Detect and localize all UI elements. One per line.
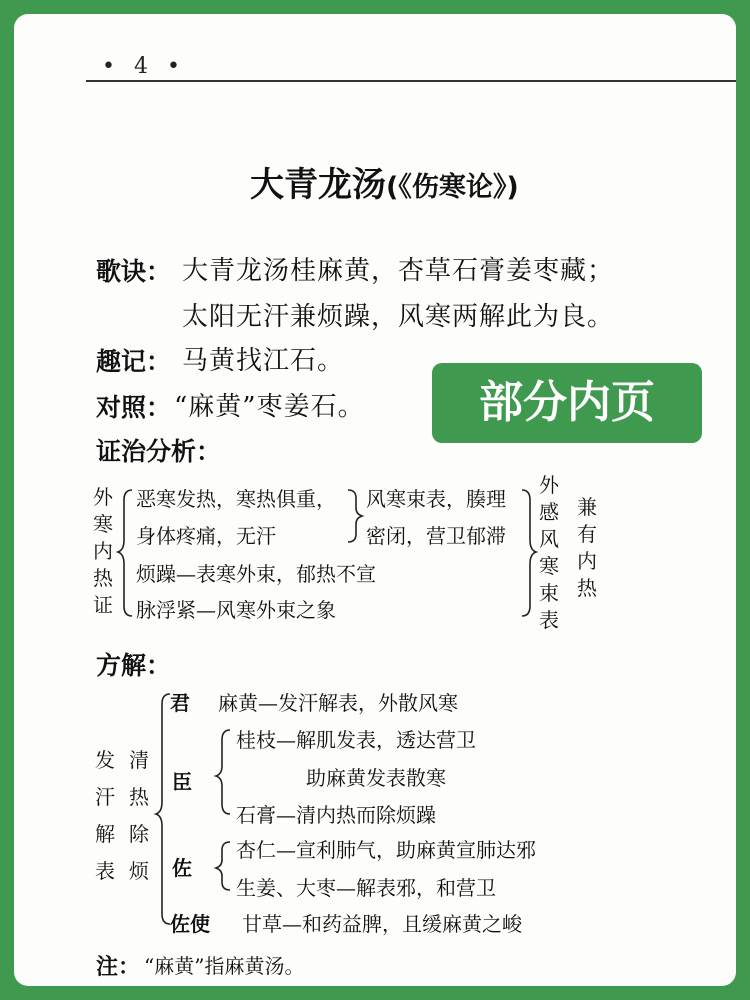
note-text: “麻黄”指麻黄汤。 — [144, 954, 305, 978]
analysis-right-brace — [522, 490, 536, 616]
analysis-item-2: 身体疼痛，无汗 — [136, 524, 276, 548]
analysis-item-4: 脉浮紧—风寒外束之象 — [136, 598, 336, 622]
page-number-value: 4 — [133, 54, 154, 79]
analysis-right-vertical1: 外感风寒束表 — [539, 473, 559, 632]
formula-main-brace — [156, 694, 170, 924]
formula-label: 方解： — [96, 651, 172, 680]
chen-line2: 助麻黄发表散寒 — [306, 766, 446, 790]
jun-text: 麻黄—发汗解表，外散风寒 — [218, 691, 458, 715]
book-page — [14, 14, 736, 986]
title-source: (《伤寒论》) — [386, 172, 519, 203]
chen-brace — [216, 730, 230, 814]
preview-badge: 部分内页 — [432, 363, 702, 443]
title-main: 大青龙汤 — [250, 165, 386, 205]
rhyme-label: 歌诀： — [96, 257, 172, 286]
chen-role: 臣 — [172, 770, 192, 794]
contrast-label: 对照： — [96, 393, 172, 422]
zuo-line1: 杏仁—宣利肺气，助麻黄宣肺达邪 — [236, 838, 536, 862]
page-number: • 4 • — [102, 54, 186, 79]
chen-line1: 桂枝—解肌发表，透达营卫 — [236, 728, 476, 752]
note-label: 注： — [96, 955, 141, 980]
bracket-lines — [14, 14, 736, 986]
analysis-right-vertical2: 兼有内热 — [577, 495, 597, 600]
zuo-brace — [216, 842, 230, 890]
chen-line3: 石膏—清内热而除烦躁 — [236, 803, 436, 827]
analysis-item-1: 恶寒发热，寒热俱重， — [136, 487, 336, 511]
contrast-text: “麻黄”枣姜石。 — [174, 392, 365, 422]
zuoshi-role: 佐使 — [170, 912, 210, 936]
analysis-label: 证治分析： — [96, 437, 222, 466]
zuoshi-text: 甘草—和药益脾，且缓麻黄之峻 — [242, 912, 522, 936]
analysis-cause-line1: 风寒束表，腠理 — [366, 487, 506, 511]
formula-left-col1: 发汗解表 — [95, 748, 115, 883]
analysis-cause-line2: 密闭，营卫郁滞 — [366, 524, 506, 548]
analysis-left-brace — [118, 490, 132, 616]
analysis-item-3: 烦躁—表寒外束，郁热不宣 — [136, 562, 376, 586]
rhyme-line1: 大青龙汤桂麻黄，杏草石膏姜枣藏； — [182, 256, 615, 286]
zuo-role: 佐 — [172, 856, 192, 880]
analysis-left-vertical: 外寒内热证 — [93, 485, 113, 617]
zuo-line2: 生姜、大枣—解表邪，和营卫 — [236, 876, 496, 900]
formula-left-col2: 清热除烦 — [129, 748, 149, 883]
rhyme-line2: 太阳无汗兼烦躁，风寒两解此为良。 — [182, 302, 615, 332]
jun-role: 君 — [170, 691, 190, 715]
mnemonic-text: 马黄找江石。 — [182, 346, 345, 376]
analysis-mid-brace — [348, 490, 362, 542]
mnemonic-label: 趣记： — [96, 347, 172, 376]
